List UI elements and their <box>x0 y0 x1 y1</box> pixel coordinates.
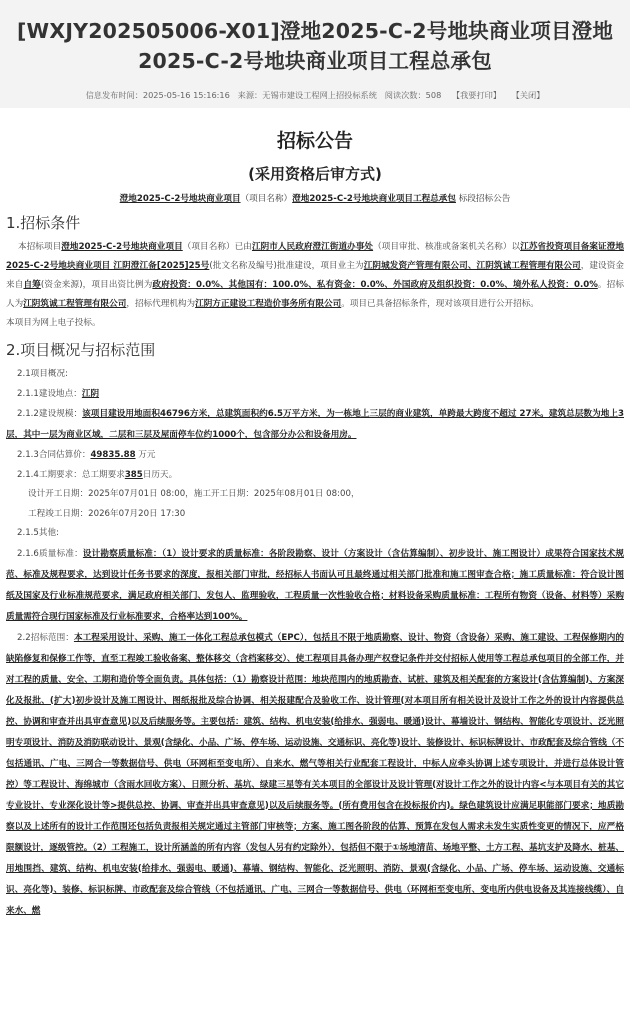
owner: 江阴城发资产管理有限公司、江阴筑诚工程管理有限公司 <box>363 261 581 271</box>
approval-doc: 江苏省投资项目备案证澄地2025-C-2号地块商业项目 江阴澄江备[2025]25号 <box>6 242 624 271</box>
source-label: 来源： <box>237 90 263 100</box>
location-row <box>17 385 624 405</box>
online-bid-note: 本项目为网上电子投标。 <box>6 318 101 328</box>
price: 49835.88 <box>90 450 136 460</box>
fund-source: 自筹 <box>23 280 41 290</box>
close-link[interactable]: 【关闭】 <box>511 90 545 100</box>
project-ref: 澄地2025-C-2号地块商业项目 <box>61 242 183 252</box>
scope-label: 2.2招标范围： <box>17 632 74 643</box>
agent: 江阴方正建设工程造价事务所有限公司 <box>195 299 342 309</box>
period-label: 2.1.4工期要求： <box>17 469 82 480</box>
quality-row <box>6 544 624 628</box>
overview-label: 2.1项目概况: <box>17 369 68 379</box>
source: 无锡市建设工程网上招投标系统 <box>262 90 377 100</box>
section-2-title: 2.项目概况与招标范围 <box>6 341 156 359</box>
project-line <box>0 192 630 206</box>
publish-label: 信息发布时间： <box>85 90 143 100</box>
text: ，建设资金来自 <box>6 261 624 290</box>
price-label: 2.1.3合同估算价： <box>17 450 91 460</box>
page-title: [WXJY202505006-X01]澄地2025-C-2号地块商业项目澄地2025-C-2号地块商业项目工程总承包 <box>16 19 614 73</box>
text: 本招标项目 <box>18 242 62 252</box>
other-label: 2.1.5其他: <box>17 528 59 538</box>
scale-row <box>6 404 624 446</box>
project-name: 澄地2025-C-2号地块商业项目 <box>119 194 241 204</box>
section-name: 澄地2025-C-2号地块商业项目工程总承包 <box>292 194 456 204</box>
period-row <box>17 466 624 486</box>
text: (批文名称及编号)批准建设，项目业主为 <box>209 261 364 271</box>
text: （项目名称）已由 <box>182 242 252 252</box>
section-label: 标段招标公告 <box>458 194 511 204</box>
section-1-body <box>6 238 624 314</box>
text: 总工期要求 <box>81 469 125 480</box>
meta-bar <box>0 90 630 101</box>
text: (资金来源)，项目出资比例为 <box>40 280 153 290</box>
price-row <box>17 446 624 466</box>
views-label: 阅读次数： <box>384 90 426 100</box>
approver: 江阴市人民政府澄江街道办事处 <box>251 242 374 252</box>
price-unit: 万元 <box>138 450 156 460</box>
text: 。招标人为 <box>6 280 624 309</box>
quality-label: 2.1.6质量标准： <box>17 548 83 559</box>
page-header <box>0 0 630 108</box>
location: 江阴 <box>81 388 100 399</box>
location-label: 2.1.1建设地点： <box>17 388 82 399</box>
quality: 设计勘察质量标准：（1）设计要求的质量标准：各阶段勘察、设计（方案设计（含估算编制）、初步设计、施工图设计）成果符合国家技术规范、标准及规程要求，达到设计任务书要求的深度，报相关部门审批，经招标人书面认可且最终通过相关部门批准和施工图审查合格；施工质量标准：符合设计图纸及国家及行业标准规范要求，满足政府相关部门、发包人、监理验收，工程质量一次性验收合格；材料设备采购质量标准：工程所有物资（设备、材料等）采购质量需符合现行国家标准及行业标准要求，合格率达到100%。 <box>6 548 624 622</box>
notice-title: 招标公告 <box>276 130 353 152</box>
text: （项目审批、核准或备案机关名称）以 <box>373 242 521 252</box>
project-name-label: （项目名称） <box>240 194 293 204</box>
completion-date: 工程竣工日期：2026年07月20日 17:30 <box>28 508 186 519</box>
funding-ratio: 政府投资：0.0%、其他国有：100.0%、私有资金：0.0%、外国政府及组织投资：0.0%、境外私人投资：0.0% <box>152 280 598 290</box>
text: 。项目已具备招标条件，现对该项目进行公开招标。 <box>341 299 539 309</box>
views-count: 508 <box>425 90 442 100</box>
section-1-title: 1.招标条件 <box>6 214 81 232</box>
scale-label: 2.1.2建设规模： <box>17 409 83 419</box>
publish-time: 2025-05-16 15:16:16 <box>142 90 230 100</box>
notice-subtitle: (采用资格后审方式) <box>248 165 382 183</box>
scope: 本工程采用设计、采购、施工一体化工程总承包模式（EPC），包括且不限于地质勘察、设计、物资（含设备）采购、施工建设、工程保修期内的缺陷修复和保修工作等，直至工程竣工验收备案、整体移交（含档案移交）、使工程项目具备办理产权登记条件并交付招标人使用等工程总承包项目的全部工作，并对工程的质量、安全、工期和造价等全面负责。具体包括：（1）勘察设计范围：地块范围内的地质勘查、试桩、建筑及相关配套的方案设计(含估算编制)、方案深化及报批、(扩大)初步设计及施工图设计、图纸报批及综合协调、相关报建配合及验收工作、设计管理(对本项目所有相关设计及设计工作之外的设计内容提供总控、协调和审查并出具审查意见)以及后续服务等。主要包括：建筑、结构、机电安装(给排水、强弱电、暖通)设计、幕墙设计、钢结构、智能化专项设计、泛光照明专项设计、消防及消防联动设计、景观(含绿化、小品、广场、停车场、运动设施、交通标识、亮化等)设计、装修设计、标识标牌设计、市政配套及综合管线（不包括通讯、广电、三网合一等数据信号、供电（环网柜至变电所）、自来水、燃气等相关行业配套工程设计，中标人应牵头协调上述专项设计，并进行总体设计管控）等工程设计、海绵城市（含雨水回收方案）、日照分析、基坑、绿建三星等有关本项目的全部设计及设计管理(对设计工作之外的设计内容<与本项目有关的其它专业设计、专业深化设计等>提供总控、协调、审查并出具审查意见)以及后续服务等。(所有费用包含在投标报价内)。绿色建筑设计应满足职能部门要求；地质勘察以及上述所有的设计工作范围还包括负责报相关规定通过主管部门审核等；方案、施工图各阶段的估算、预算在发包人需求未发生实质性变更的情况下，应严格限额设计，逐级管控。（2）工程施工，设计所涵盖的所有内容（发包人另有约定除外），包括但不限于①场地清苗、场地平整、土方工程、基坑支护及降水、桩基、用地围挡、建筑、结构、机电安装(给排水、强弱电、暖通)、幕墙、钢结构、智能化、泛光照明、消防、景观(含绿化、小品、广场、停车场、运动设施、交通标识、亮化等)、装修、标识标牌、市政配套及综合管线（不包括通讯、广电、三网合一等数据信号、供电（环网柜至变电所、变电所内供电设备及其连接线缆）、自来水、燃 <box>6 632 625 916</box>
tenderer: 江阴筑诚工程管理有限公司 <box>23 299 127 309</box>
scope-row <box>6 628 624 922</box>
print-link[interactable]: 【我要打印】 <box>451 90 502 100</box>
design-dates: 设计开工日期：2025年07月01日 08:00，施工开工日期：2025年08月01日 08:00， <box>28 489 360 499</box>
scale: 该项目建设用地面积46796方米，总建筑面积约6.5万平方米，为一栋地上三层的商业建筑，单跨最大跨度不超过 27米。建筑总层数为地上3层，其中一层为商业区域，二层和三层及屋面停车位约1000个，包含部分办公和设备用房。 <box>6 409 624 440</box>
period-days: 385 <box>124 469 143 480</box>
text: 日历天。 <box>142 469 178 480</box>
text: ，招标代理机构为 <box>126 299 196 309</box>
